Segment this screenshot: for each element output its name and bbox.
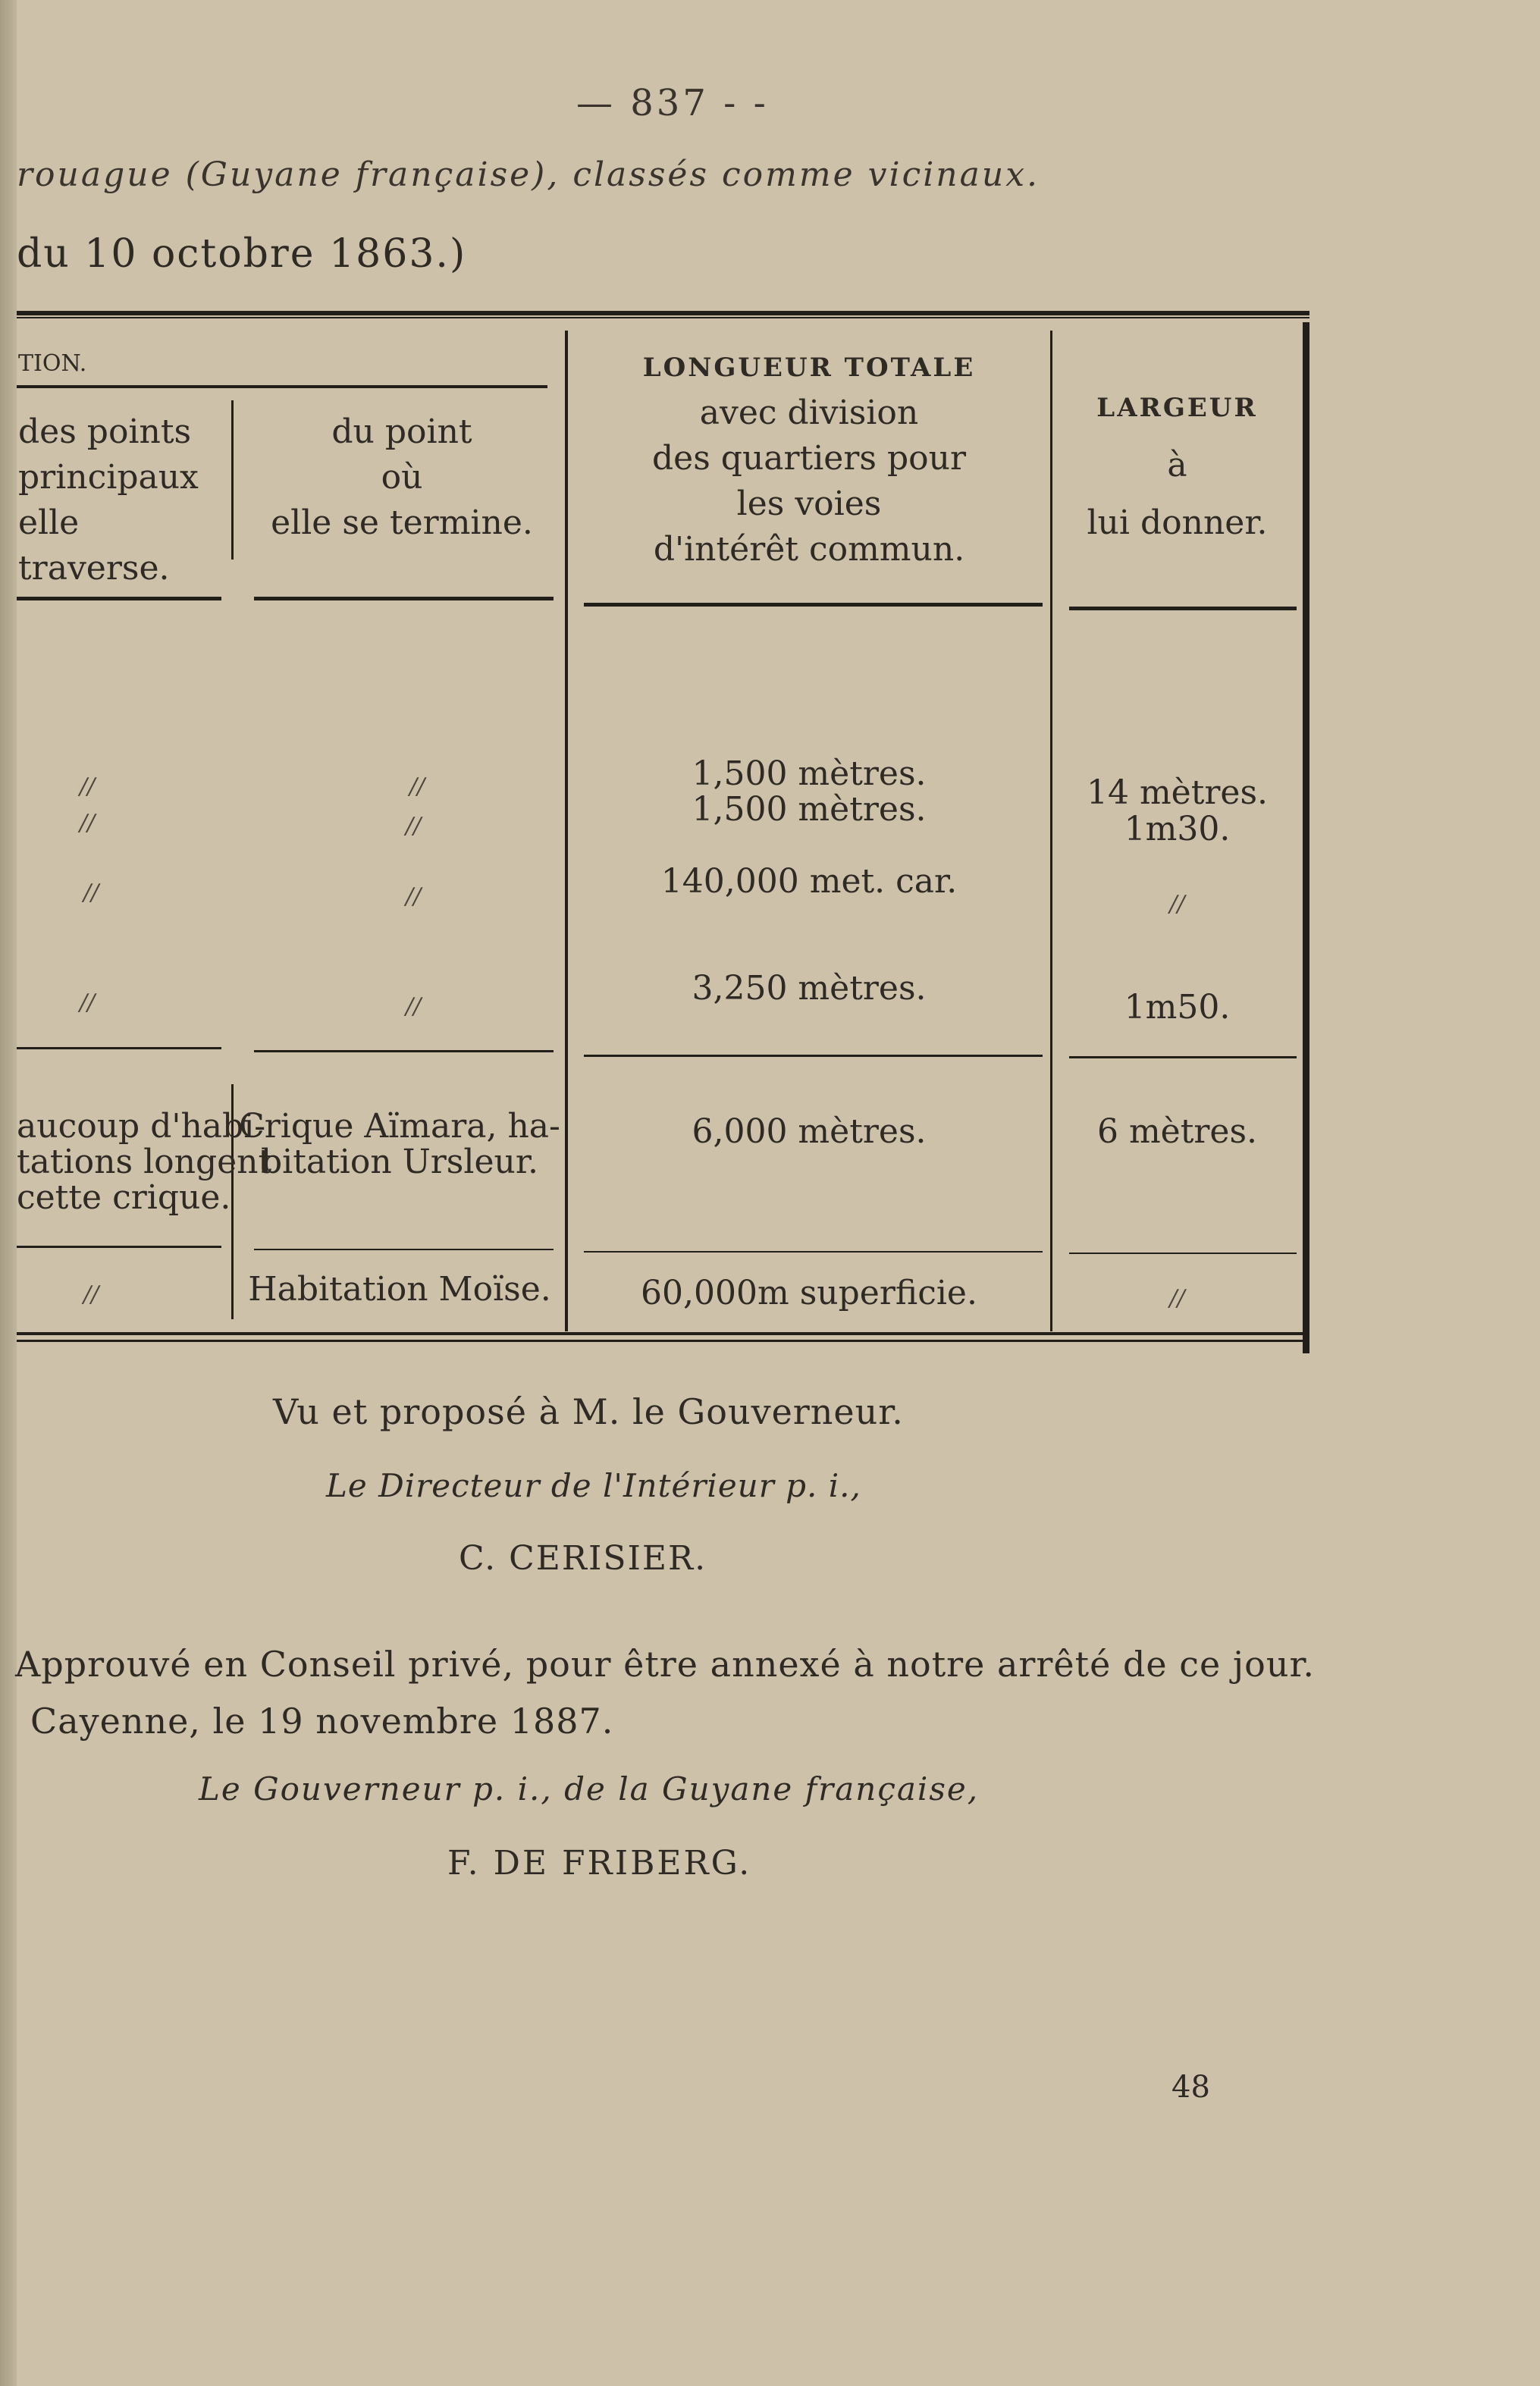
header-bottom-rule-2: [254, 597, 554, 600]
section2-col2-text: Crique Aïmara, ha- bitation Ursleur.: [239, 1107, 560, 1181]
table-top-rule: [17, 311, 1309, 315]
table-top-rule-thin: [17, 317, 1309, 318]
length-value-2: 1,500 mètres.: [692, 790, 927, 829]
header-bottom-rule-3: [584, 603, 1043, 607]
section1-rule-4: [1069, 1056, 1297, 1058]
width-value-4: 1m50.: [1124, 988, 1231, 1027]
section1-rule-2: [254, 1050, 554, 1052]
header-bottom-rule-1: [17, 597, 221, 600]
director-name: C. CERISIER.: [459, 1539, 707, 1578]
section2-rule-3: [584, 1251, 1043, 1253]
col1-mark-4: //: [80, 989, 96, 1016]
page-spine-shadow: [0, 0, 17, 2386]
council-approval-line: Approuvé en Conseil privé, pour être annexé à notre arrêté de ce jour.: [15, 1644, 1316, 1685]
length-value-4: 3,250 mètres.: [692, 969, 927, 1008]
group-header-rule: [17, 385, 547, 388]
section3-col4-mark: //: [1169, 1285, 1185, 1312]
section1-rule-3: [584, 1055, 1043, 1057]
col1-mark-2: //: [80, 810, 96, 836]
approval-proposal-line: Vu et proposé à M. le Gouverneur.: [273, 1391, 904, 1432]
width-value-1: 14 mètres.: [1086, 773, 1269, 812]
section1-rule-1: [17, 1047, 221, 1049]
section2-rule-2: [254, 1249, 554, 1250]
col2-header: du point où elle se termine.: [271, 412, 533, 542]
page-number: — 837 - -: [576, 82, 769, 124]
length-value-1: 1,500 mètres.: [692, 754, 927, 793]
col-divider-2: [565, 331, 568, 1331]
col3-header: LONGUEUR TOTALE avec division des quartiers pour les voies d'intérêt commun.: [642, 353, 976, 569]
width-value-2: 1m30.: [1124, 810, 1231, 848]
col2-mark-1: //: [409, 773, 425, 800]
table-right-border: [1303, 322, 1309, 1353]
section2-col3-text: 6,000 mètres.: [692, 1112, 927, 1151]
section2-rule-4: [1069, 1253, 1297, 1254]
col1-mark-1: //: [80, 773, 96, 800]
col-divider-1-header: [231, 400, 234, 560]
section3-col1-mark: //: [83, 1281, 99, 1308]
document-title-line2: du 10 octobre 1863.): [17, 231, 467, 277]
section2-col1-text: aucoup d'habi- tations longent cette crique.: [17, 1107, 272, 1217]
group-header: TION.: [18, 350, 87, 377]
table-bottom-rule: [17, 1332, 1309, 1335]
governor-name: F. DE FRIBERG.: [447, 1844, 752, 1883]
director-title: Le Directeur de l'Intérieur p. i.,: [326, 1467, 861, 1504]
section2-col4-text: 6 mètres.: [1096, 1112, 1258, 1151]
length-value-3: 140,000 met. car.: [660, 862, 958, 901]
col2-mark-2: //: [406, 813, 422, 839]
col1-mark-3: //: [83, 879, 99, 906]
header-bottom-rule-4: [1069, 607, 1297, 610]
place-date-line: Cayenne, le 19 novembre 1887.: [30, 1701, 614, 1742]
col2-mark-3: //: [406, 883, 422, 910]
col2-mark-4: //: [406, 993, 422, 1020]
col1-header: des points principaux elle traverse.: [18, 412, 199, 588]
signature-number: 48: [1171, 2070, 1210, 2105]
governor-title: Le Gouverneur p. i., de la Guyane française,: [199, 1770, 980, 1808]
col4-header: LARGEUR à lui donner.: [1087, 393, 1268, 542]
width-value-3: //: [1169, 891, 1185, 917]
section3-col3-text: 60,000m superficie.: [641, 1274, 977, 1312]
section2-rule-1: [17, 1246, 221, 1248]
section3-col2-text: Habitation Moïse.: [248, 1270, 551, 1309]
document-title-line1: rouague (Guyane française), classés comme vicinaux.: [17, 155, 1040, 194]
col-divider-3: [1050, 331, 1052, 1331]
table-bottom-rule-thin: [17, 1340, 1309, 1342]
